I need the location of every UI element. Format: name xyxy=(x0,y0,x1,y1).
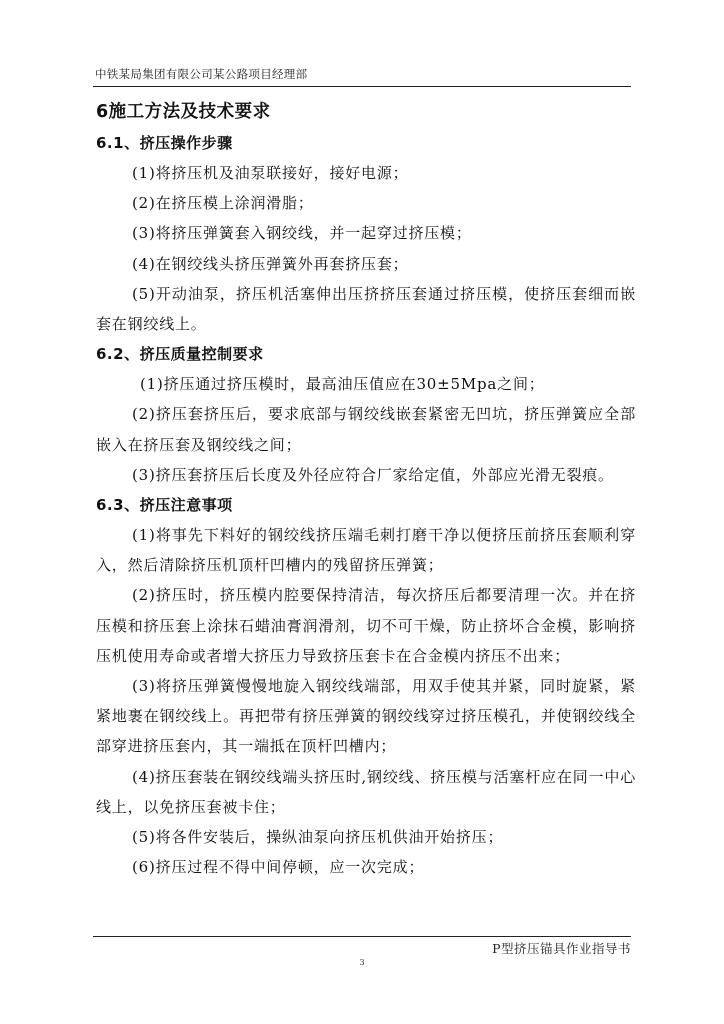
footer-divider xyxy=(93,936,631,937)
paragraph: (4)挤压套装在钢绞线端头挤压时,钢绞线、挤压模与活塞杆应在同一中心线上，以免挤压套被卡住； xyxy=(96,767,636,816)
paragraph: (6)挤压过程不得中间停顿，应一次完成； xyxy=(132,858,425,877)
running-header: 中铁某局集团有限公司某公路项目经理部 xyxy=(95,67,308,81)
paragraph: (1)将事先下料好的钢绞线挤压端毛刺打磨干净以便挤压前挤压套顺利穿入，然后清除挤压机顶杆凹槽内的残留挤压弹簧； xyxy=(96,526,636,575)
paragraph: (4)在钢绞线头挤压弹簧外再套挤压套； xyxy=(132,254,409,273)
paragraph: (2)挤压套挤压后，要求底部与钢绞线嵌套紧密无凹坑，挤压弹簧应全部嵌入在挤压套及钢绞线之间； xyxy=(96,405,636,454)
paragraph: (3)将挤压弹簧套入钢绞线，并一起穿过挤压模； xyxy=(132,224,472,243)
paragraph: (1)将挤压机及油泵联接好，接好电源； xyxy=(132,164,409,182)
paragraph: (3)挤压套挤压后长度及外径应符合厂家给定值，外部应光滑无裂痕。 xyxy=(132,465,614,484)
paragraph: (5)将各件安装后，操纵油泵向挤压机供油开始挤压； xyxy=(132,828,504,847)
paragraph: (2)在挤压模上涂润滑脂； xyxy=(132,194,314,213)
paragraph: (2)挤压时，挤压模内腔要保持清洁，每次挤压后都要清理一次。并在挤压模和挤压套上涂抹石蜡油膏润滑剂，切不可干燥，防止挤坏合金模，影响挤压机使用寿命或者增大挤压力导致挤压套卡在合金模内挤压不出来； xyxy=(96,586,636,665)
chapter-title: 6施工方法及技术要求 xyxy=(96,102,271,122)
section-heading-6-3: 6.3、挤压注意事项 xyxy=(96,496,233,515)
running-footer: P型挤压锚具作业指导书 xyxy=(492,941,631,956)
section-heading-6-1: 6.1、挤压操作步骤 xyxy=(96,134,233,152)
page-number: 3 xyxy=(359,958,365,967)
paragraph: (1)挤压通过挤压模时，最高油压值应在30±5Mpa之间； xyxy=(140,375,545,394)
paragraph: (5)开动油泵，挤压机活塞伸出压挤挤压套通过挤压模，使挤压套细而嵌套在钢绞线上。 xyxy=(96,284,636,334)
section-heading-6-2: 6.2、挤压质量控制要求 xyxy=(96,345,264,364)
paragraph: (3)将挤压弹簧慢慢地旋入钢绞线端部，用双手使其并紧，同时旋紧，紧紧地裹在钢绞线上。再把带有挤压弹簧的钢绞线穿过挤压模孔，并使钢绞线全部穿进挤压套内，其一端抵在顶杆凹槽内； xyxy=(96,677,636,756)
header-divider xyxy=(93,86,631,87)
document-body xyxy=(96,96,636,882)
